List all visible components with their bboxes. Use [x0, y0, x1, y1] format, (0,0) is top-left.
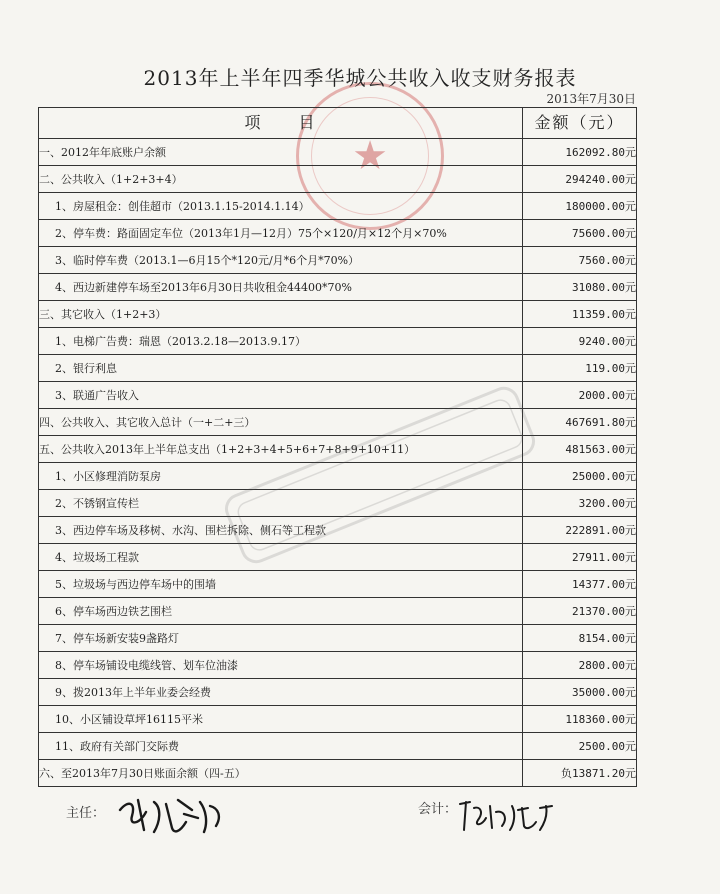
row-item: 11、政府有关部门交际费: [39, 733, 523, 760]
table-row: [39, 625, 637, 652]
table-row: [39, 247, 637, 274]
row-amount: 2000.00元: [523, 382, 637, 409]
row-amount: 27911.00元: [523, 544, 637, 571]
table-row: [39, 706, 637, 733]
row-item: 3、西边停车场及移树、水沟、围栏拆除、侧石等工程款: [39, 517, 523, 544]
row-item: 2、不锈钢宣传栏: [39, 490, 523, 517]
table-row: [39, 409, 637, 436]
row-item: 6、停车场西边铁艺围栏: [39, 598, 523, 625]
row-amount: 25000.00元: [523, 463, 637, 490]
row-amount: 75600.00元: [523, 220, 637, 247]
table-row: [39, 301, 637, 328]
director-signature: [114, 792, 232, 838]
table-row: [39, 274, 637, 301]
table-row: [39, 571, 637, 598]
row-item: 四、公共收入、其它收入总计（一+二+三）: [39, 409, 523, 436]
accountant-signature: [456, 796, 566, 836]
table-row: [39, 382, 637, 409]
table-row: [39, 328, 637, 355]
row-amount: 162092.80元: [523, 139, 637, 166]
row-item: 1、房屋租金：创佳超市（2013.1.15-2014.1.14）: [39, 193, 523, 220]
row-amount: 8154.00元: [523, 625, 637, 652]
row-amount: 21370.00元: [523, 598, 637, 625]
row-amount: 119.00元: [523, 355, 637, 382]
seal-star-icon: ★: [352, 133, 388, 179]
table-row: [39, 598, 637, 625]
header-amount: 金额（元）: [523, 108, 637, 139]
row-item: 1、小区修理消防泵房: [39, 463, 523, 490]
row-amount: 294240.00元: [523, 166, 637, 193]
row-amount: 467691.80元: [523, 409, 637, 436]
row-item: 二、公共收入（1+2+3+4）: [39, 166, 523, 193]
row-amount: 7560.00元: [523, 247, 637, 274]
accountant-label: 会计：: [418, 802, 458, 817]
row-amount: 11359.00元: [523, 301, 637, 328]
table-header-row: [39, 108, 637, 139]
row-amount: 118360.00元: [523, 706, 637, 733]
row-amount: 31080.00元: [523, 274, 637, 301]
row-item: 10、小区铺设草坪16115平米: [39, 706, 523, 733]
row-amount: 9240.00元: [523, 328, 637, 355]
row-item: 3、联通广告收入: [39, 382, 523, 409]
table-row: [39, 760, 637, 787]
row-amount: 222891.00元: [523, 517, 637, 544]
row-amount: 481563.00元: [523, 436, 637, 463]
row-item: 8、停车场铺设电缆线管、划车位油漆: [39, 652, 523, 679]
row-amount: 2800.00元: [523, 652, 637, 679]
table-row: [39, 679, 637, 706]
table-row: [39, 193, 637, 220]
row-item: 7、停车场新安装9盏路灯: [39, 625, 523, 652]
row-item: 一、2012年年底账户余额: [39, 139, 523, 166]
header-item: 项 目: [39, 108, 523, 139]
row-amount: 180000.00元: [523, 193, 637, 220]
row-item: 4、西边新建停车场至2013年6月30日共收租金44400*70%: [39, 274, 523, 301]
report-title: 2013年上半年四季华城公共收入收支财务报表: [143, 66, 577, 90]
row-item: 2、银行利息: [39, 355, 523, 382]
table-row: [39, 220, 637, 247]
row-item: 六、至2013年7月30日账面余额（四-五）: [39, 760, 523, 787]
table-row: [39, 166, 637, 193]
row-amount: 14377.00元: [523, 571, 637, 598]
report-date: 2013年7月30日: [546, 92, 636, 106]
row-item: 2、停车费：路面固定车位（2013年1月—12月）75个×120/月×12个月×70%: [39, 220, 523, 247]
row-item: 1、电梯广告费：瑞恩（2013.2.18—2013.9.17）: [39, 328, 523, 355]
row-amount: 2500.00元: [523, 733, 637, 760]
table-row: [39, 652, 637, 679]
row-amount: 负13871.20元: [523, 760, 637, 787]
row-item: 5、垃圾场与西边停车场中的围墙: [39, 571, 523, 598]
table-row: [39, 733, 637, 760]
table-row: [39, 355, 637, 382]
row-item: 五、公共收入2013年上半年总支出（1+2+3+4+5+6+7+8+9+10+11）: [39, 436, 523, 463]
table-row: [39, 139, 637, 166]
row-item: 4、垃圾场工程款: [39, 544, 523, 571]
row-item: 3、临时停车费（2013.1—6月15个*120元/月*6个月*70%）: [39, 247, 523, 274]
row-item: 9、拨2013年上半年业委会经费: [39, 679, 523, 706]
signature-area: [0, 798, 720, 858]
row-amount: 3200.00元: [523, 490, 637, 517]
table-row: [39, 544, 637, 571]
row-amount: 35000.00元: [523, 679, 637, 706]
row-item: 三、其它收入（1+2+3）: [39, 301, 523, 328]
director-label: 主任：: [66, 806, 106, 821]
